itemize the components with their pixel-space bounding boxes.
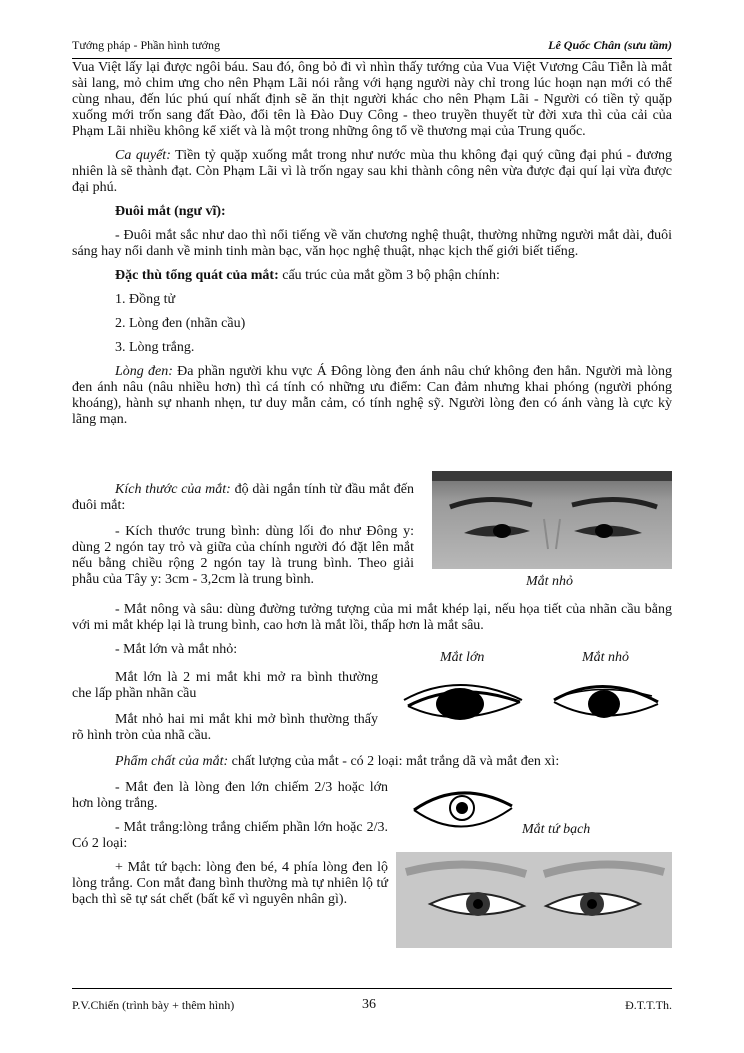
tu-bach-pupil bbox=[456, 802, 468, 814]
paragraph-pham-chat bbox=[72, 754, 672, 770]
eye-photo bbox=[432, 471, 672, 569]
pham-chat-text: chất lượng của mắt - có 2 loại: mắt trắng dã và mắt đen xì: bbox=[228, 754, 560, 769]
big-eye-iris bbox=[436, 688, 484, 720]
tu-bach-drawing bbox=[410, 782, 516, 838]
paragraph-mat-trang: - Mắt trắng:lòng trắng chiếm phần lớn hoặc 2/3. Có 2 loại: bbox=[72, 820, 388, 851]
long-den-text: Đa phần người khu vực Á Đông lòng đen ánh nâu chứ không đen hẳn. Người mà lòng đen ánh nâu (nâu nhiều hơn) thì cá tính có những ưu điểm: Can đảm nhưng khai phóng (người phóng khoáng), hành sự nhanh nhẹn, tư duy mẫn cảm, có tính nghệ sỹ. Người lòng đen có ánh vàng là cực kỳ lãng mạn. bbox=[72, 364, 673, 427]
dac-thu-text: cấu trúc của mắt gồm 3 bộ phận chính: bbox=[278, 268, 500, 283]
ca-quyet-text: Tiền tỷ quặp xuống mắt trong như nước mùa thu không đại quý cũng đại phú - đương nhiên là sẽ thành đạt. Còn Phạm Lãi vì là trốn ngay sau khi thành công nên vừa được đại quí lại vừa được đại phú. bbox=[72, 148, 672, 195]
footer-rule bbox=[72, 988, 672, 989]
eye-parts-list bbox=[72, 292, 672, 356]
big-eye-drawing bbox=[398, 670, 526, 724]
page-number: 36 bbox=[362, 997, 376, 1012]
paragraph-trung-binh: - Kích thước trung bình: dùng lối đo như Đông y: dùng 2 ngón tay trỏ và giữa của chính người đó đặt lên mắt nếu bằng chiều rộng 2 ngón tay là trung bình. Theo giải phẫu của Tây y: 3cm - 3,2cm là trung bình. bbox=[72, 524, 414, 587]
caption-tu-bach: Mắt tứ bạch bbox=[522, 822, 591, 837]
small-eye-iris bbox=[588, 690, 620, 718]
paragraph-mat-lon: Mắt lớn là 2 mi mắt khi mở ra bình thường che lấp phần nhãn cầu bbox=[72, 670, 378, 701]
small-eye-drawing bbox=[548, 670, 664, 724]
pham-chat-label: Phẩm chất của mắt: bbox=[115, 754, 229, 769]
caption-big: Mắt lớn bbox=[440, 650, 485, 665]
size-section bbox=[72, 482, 414, 588]
big-small-section bbox=[72, 670, 378, 744]
tu-bach-photo-pupil-left bbox=[473, 899, 483, 909]
header-rule bbox=[72, 58, 672, 59]
tu-bach-photo-pupil-right bbox=[587, 899, 597, 909]
kich-thuoc-text: độ dài ngắn tính từ đầu mắt đến đuôi mắt: bbox=[72, 482, 414, 513]
photo-skin bbox=[432, 471, 672, 569]
paragraph-nong-sau: - Mắt nông và sâu: dùng đường tưởng tượng của mi mắt khép lại, nếu họa tiết của nhãn cầu bằng với mi mắt khép lại là trung bình, cao hơn là mắt lồi, thấp hơn là mắt sâu. bbox=[72, 602, 672, 633]
paragraph-mat-den: - Mắt đen là lòng đen lớn chiếm 2/3 hoặc lớn hơn lòng trắng. bbox=[72, 780, 388, 811]
white-black-section bbox=[72, 780, 388, 908]
paragraph-kich-thuoc bbox=[72, 482, 414, 514]
page-body bbox=[72, 60, 672, 428]
list-item: 2. Lòng đen (nhãn cầu) bbox=[115, 316, 246, 331]
photo-hair bbox=[432, 471, 672, 481]
long-den-label: Lòng đen: bbox=[115, 364, 173, 379]
paragraph-lon-nho: - Mắt lớn và mắt nhỏ: bbox=[115, 642, 238, 657]
heading-duoi-mat: Đuôi mắt (ngư vĩ): bbox=[115, 204, 226, 219]
dac-thu-label: Đặc thù tổng quát của mắt: bbox=[115, 268, 279, 283]
kich-thuoc-label: Kích thước của mắt: bbox=[115, 482, 231, 497]
caption-small: Mắt nhỏ bbox=[582, 650, 630, 665]
list-item: 1. Đồng tử bbox=[115, 292, 176, 307]
header-title: Tướng pháp - Phần hình tướng bbox=[72, 38, 221, 52]
list-item: 3. Lòng trắng. bbox=[115, 340, 195, 355]
quality-section bbox=[72, 754, 672, 770]
paragraph-duoi-mat: - Đuôi mắt sắc như dao thì nổi tiếng về văn chương nghệ thuật, thường những người mắt dài, đuôi sáng hay nổi danh về minh tinh màn bạc, văn học nghệ thuật, nhạc kịch thế giới biết tiếng. bbox=[72, 228, 672, 259]
caption-photo: Mắt nhỏ bbox=[526, 574, 574, 589]
paragraph-mat-nho: Mắt nhỏ hai mi mắt khi mở bình thường thấy rõ hình tròn của nhã cầu. bbox=[72, 712, 378, 743]
footer-credit: P.V.Chiến (trình bày + thêm hình) bbox=[72, 998, 235, 1012]
photo-iris-left bbox=[493, 524, 511, 538]
ca-quyet-label: Ca quyết: bbox=[115, 148, 171, 163]
paragraph-ca-quyet bbox=[72, 148, 672, 196]
paragraph-tu-bach: + Mắt tứ bạch: lòng đen bé, 4 phía lòng đen lộ lòng trắng. Con mắt đang bình thường mà tự nhiên lộ tứ bạch thì sẽ tự sát chết (bất kể vì nguyên nhân gì). bbox=[72, 860, 388, 907]
footer-initials: Đ.T.T.Th. bbox=[625, 998, 672, 1012]
paragraph-dac-thu bbox=[72, 268, 672, 284]
paragraph-long-den bbox=[72, 364, 672, 428]
tu-bach-photo bbox=[396, 852, 672, 948]
header-author: Lê Quốc Chân (sưu tầm) bbox=[548, 38, 672, 52]
photo-iris-right bbox=[595, 524, 613, 538]
paragraph-1: Vua Việt lấy lại được ngôi báu. Sau đó, ông bỏ đi vì nhìn thấy tướng của Vua Việt Vương Câu Tiễn là mắt sài lang, mỏ chim ưng cho nên Phạm Lãi nói rằng với hạng người này chỉ trong lúc hoạn nạn mới có thể cùng nhau, đến lúc phú quí nhất định sẽ ăn thịt người khác cho nên Phạm Lãi - Người có tiền tỷ quặp xuống mới trốn sang đất Đào, đổi tên là Đào Duy Công - theo truyền thuyết từ đời xưa thì của cải của Phạm Lãi nhiều không kể xiết và là một trong những ông tổ về thương mại của Trung quốc. bbox=[72, 60, 672, 139]
